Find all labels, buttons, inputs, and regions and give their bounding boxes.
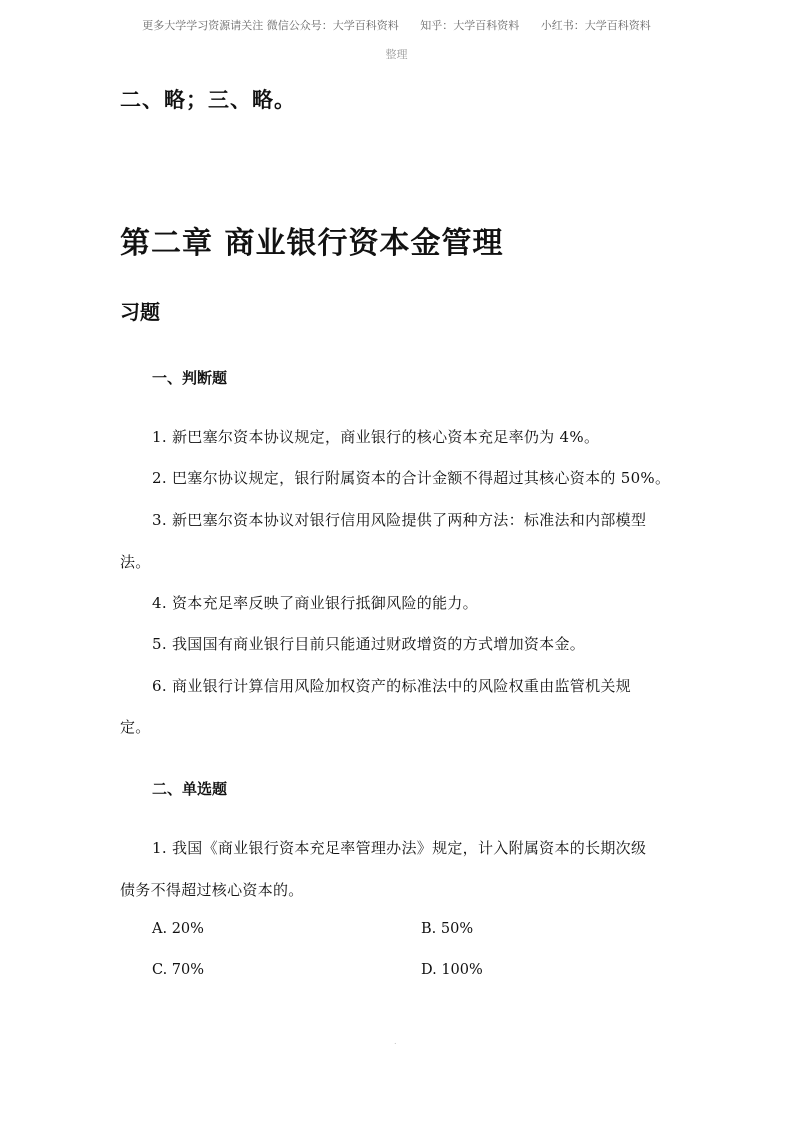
page-header-suffix: 整理 xyxy=(385,48,408,61)
previous-answer-text: 二、略；三、略。 xyxy=(120,87,296,112)
option-d: D. 100% xyxy=(421,962,483,978)
judgment-item-5: 5. 我国国有商业银行目前只能通过财政增资的方式增加资本金。 xyxy=(152,635,586,653)
judgment-item-3: 3. 新巴塞尔资本协议对银行信用风险提供了两种方法：标准法和内部模型 xyxy=(152,511,647,529)
header-xiaohongshu-note: 小红书：大学百科资料 xyxy=(540,19,651,32)
option-b: B. 50% xyxy=(421,921,474,937)
choice-question-1-continued: 债务不得超过核心资本的。 xyxy=(120,881,304,899)
header-zhihu-note: 知乎：大学百科资料 xyxy=(420,19,520,32)
option-a: A. 20% xyxy=(152,921,204,937)
choice-question-1: 1. 我国《商业银行资本充足率管理办法》规定，计入附属资本的长期次级 xyxy=(152,839,647,857)
judgment-item-6: 6. 商业银行计算信用风险加权资产的标准法中的风险权重由监管机关规 xyxy=(152,677,631,695)
judgment-item-6-continued: 定。 xyxy=(120,718,151,736)
judgment-section-title: 一、判断题 xyxy=(152,369,228,387)
judgment-item-4: 4. 资本充足率反映了商业银行抵御风险的能力。 xyxy=(152,594,478,612)
single-choice-section-title: 二、单选题 xyxy=(152,780,228,798)
judgment-item-3-continued: 法。 xyxy=(120,553,151,571)
header-wechat-note: 更多大学学习资源请关注 微信公众号：大学百科资料 xyxy=(142,19,399,32)
judgment-item-2: 2. 巴塞尔协议规定，银行附属资本的合计金额不得超过其核心资本的 50%。 xyxy=(152,469,671,487)
exercises-heading: 习题 xyxy=(120,300,160,324)
judgment-item-1: 1. 新巴塞尔资本协议规定，商业银行的核心资本充足率仍为 4%。 xyxy=(152,428,600,446)
page-footer-mark: . xyxy=(394,1037,397,1046)
page-header-sources xyxy=(0,17,793,33)
option-c: C. 70% xyxy=(152,962,205,978)
chapter-title: 第二章 商业银行资本金管理 xyxy=(120,226,504,261)
